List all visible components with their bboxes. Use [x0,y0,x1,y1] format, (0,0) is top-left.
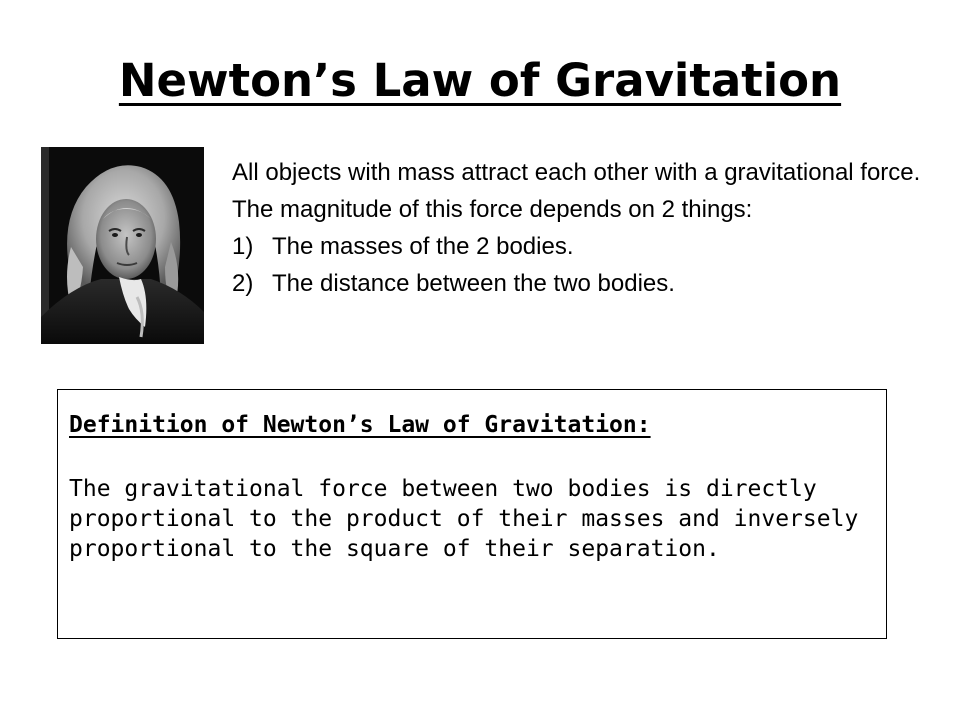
intro-text [232,154,952,302]
factor-text: The masses of the 2 bodies. [272,233,574,260]
definition-box [57,389,887,639]
factor-number: 1) [232,233,254,260]
factor-list-item [232,265,952,302]
factor-list [232,228,952,302]
intro-paragraph-2: The magnitude of this force depends on 2 things: [232,196,753,223]
factor-list-item [232,228,952,265]
newton-portrait [41,147,204,344]
slide-title [0,46,960,116]
factor-text: The distance between the two bodies. [272,270,675,297]
slide-title-text: Newton’s Law of Gravitation [118,54,842,107]
definition-heading: Definition of Newton’s Law of Gravitation: [69,412,651,438]
intro-paragraph-1: All objects with mass attract each other with a gravitational force. [232,159,921,186]
definition-body: The gravitational force between two bodies is directly proportional to the product of their masses and inversely proportional to the square of their separation. [69,476,859,562]
factor-number: 2) [232,270,254,297]
